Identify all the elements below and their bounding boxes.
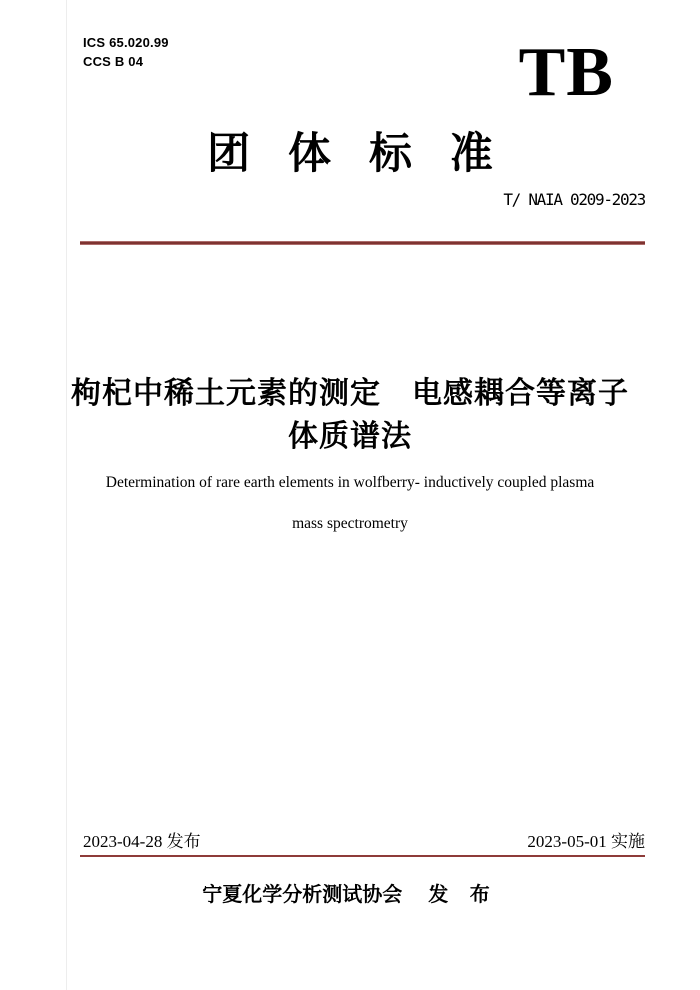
document-title-en-line2: mass spectrometry [292, 515, 408, 532]
ics-code: ICS 65.020.99 [83, 35, 169, 50]
publish-label: 发 布 [428, 884, 498, 906]
classification-codes [83, 33, 169, 71]
standard-logo: TB [518, 34, 614, 111]
standard-type-title: 团 体 标 准 [207, 130, 493, 178]
implementation-date: 2023-05-01 实施 [527, 832, 645, 851]
document-title-en-line1: Determination of rare earth elements in wolfberry- inductively coupled plasma [105, 474, 595, 491]
document-title-zh-line1: 枸杞中稀土元素的测定 电感耦合等离子 [71, 377, 629, 410]
document-title-zh-line2: 体质谱法 [288, 420, 412, 453]
publisher-line [0, 881, 700, 909]
top-divider [80, 241, 645, 245]
standard-number: T/ NAIA 0209-2023 [503, 190, 645, 209]
ccs-code: CCS B 04 [83, 54, 144, 69]
publisher-name: 宁夏化学分析测试协会 [202, 884, 403, 906]
document-title-en [0, 462, 700, 544]
dates-row [83, 830, 645, 854]
bottom-divider [80, 855, 645, 857]
document-title-zh [0, 372, 700, 458]
issue-date: 2023-04-28 发布 [83, 832, 201, 851]
